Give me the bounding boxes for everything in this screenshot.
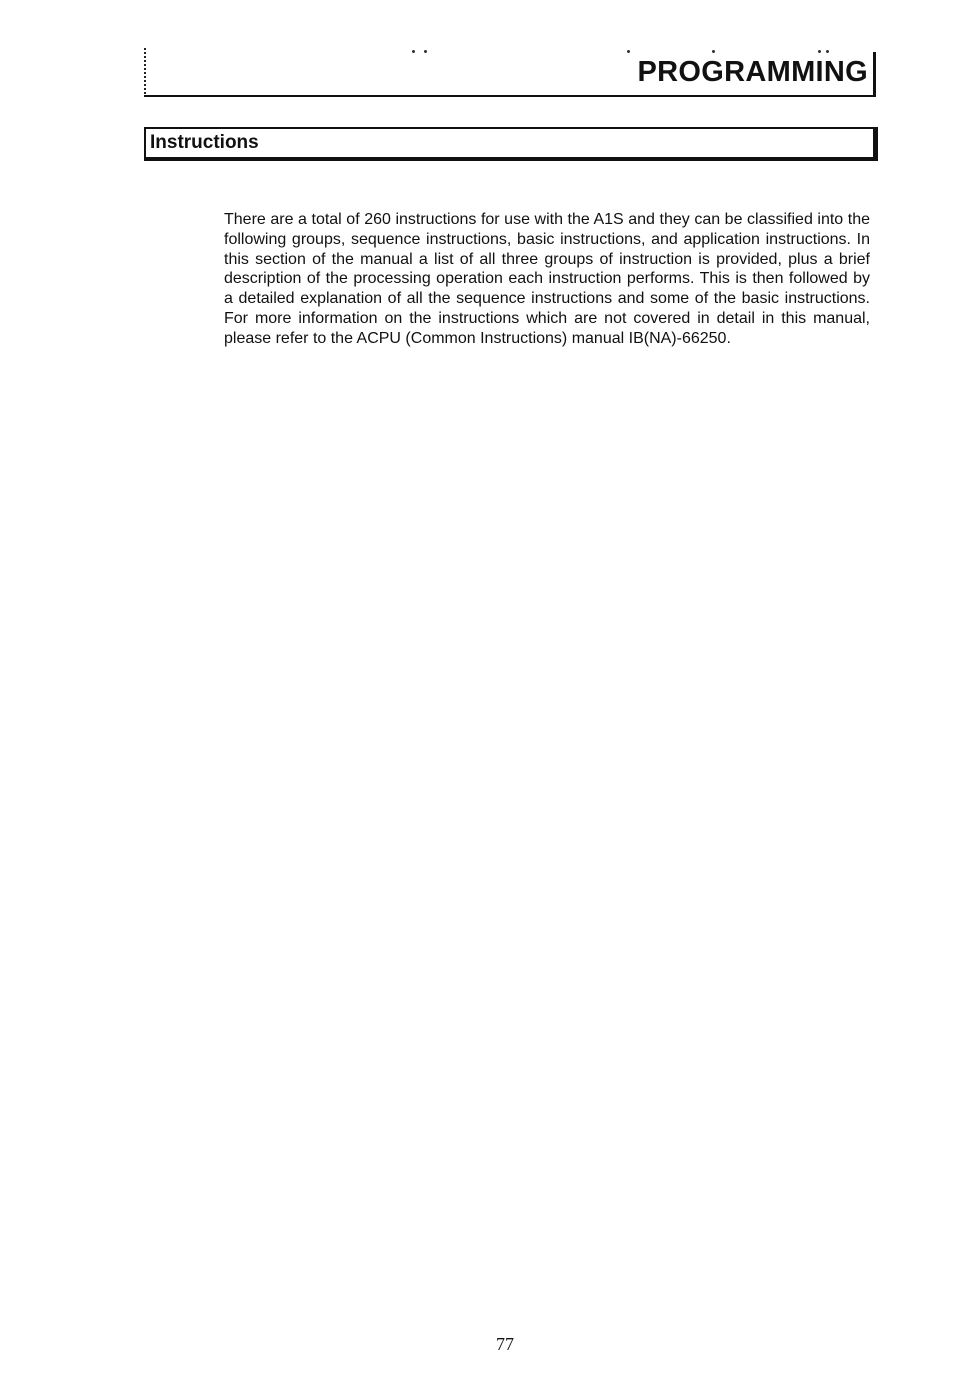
section-title: Instructions <box>150 132 259 153</box>
scan-speck <box>627 50 630 53</box>
header-left-dotted-rule <box>144 48 148 94</box>
section-heading-box <box>144 127 878 161</box>
scan-speck <box>826 50 829 53</box>
scan-speck <box>818 50 821 53</box>
header-right-bar <box>873 52 876 96</box>
body-paragraph: There are a total of 260 instructions for use with the A1S and they can be classified into the following groups, sequence instructions, basic instructions, and application instructions. In this section of the manual a list of all three groups of instruction is provided, plus a brief description of the processing operation each instruction performs. This is then followed by a detailed explanation of all the sequence instructions and some of the basic instructions. For more information on the instructions which are not covered in detail in this manual, please refer to the ACPU (Common Instructions) manual IB(NA)-66250. <box>224 211 870 347</box>
chapter-title: PROGRAMMING <box>637 56 868 88</box>
page-number: 77 <box>496 1334 514 1354</box>
scan-speck <box>424 50 427 53</box>
header-rule <box>144 95 876 97</box>
scan-speck <box>412 50 415 53</box>
scan-speck <box>712 50 715 53</box>
